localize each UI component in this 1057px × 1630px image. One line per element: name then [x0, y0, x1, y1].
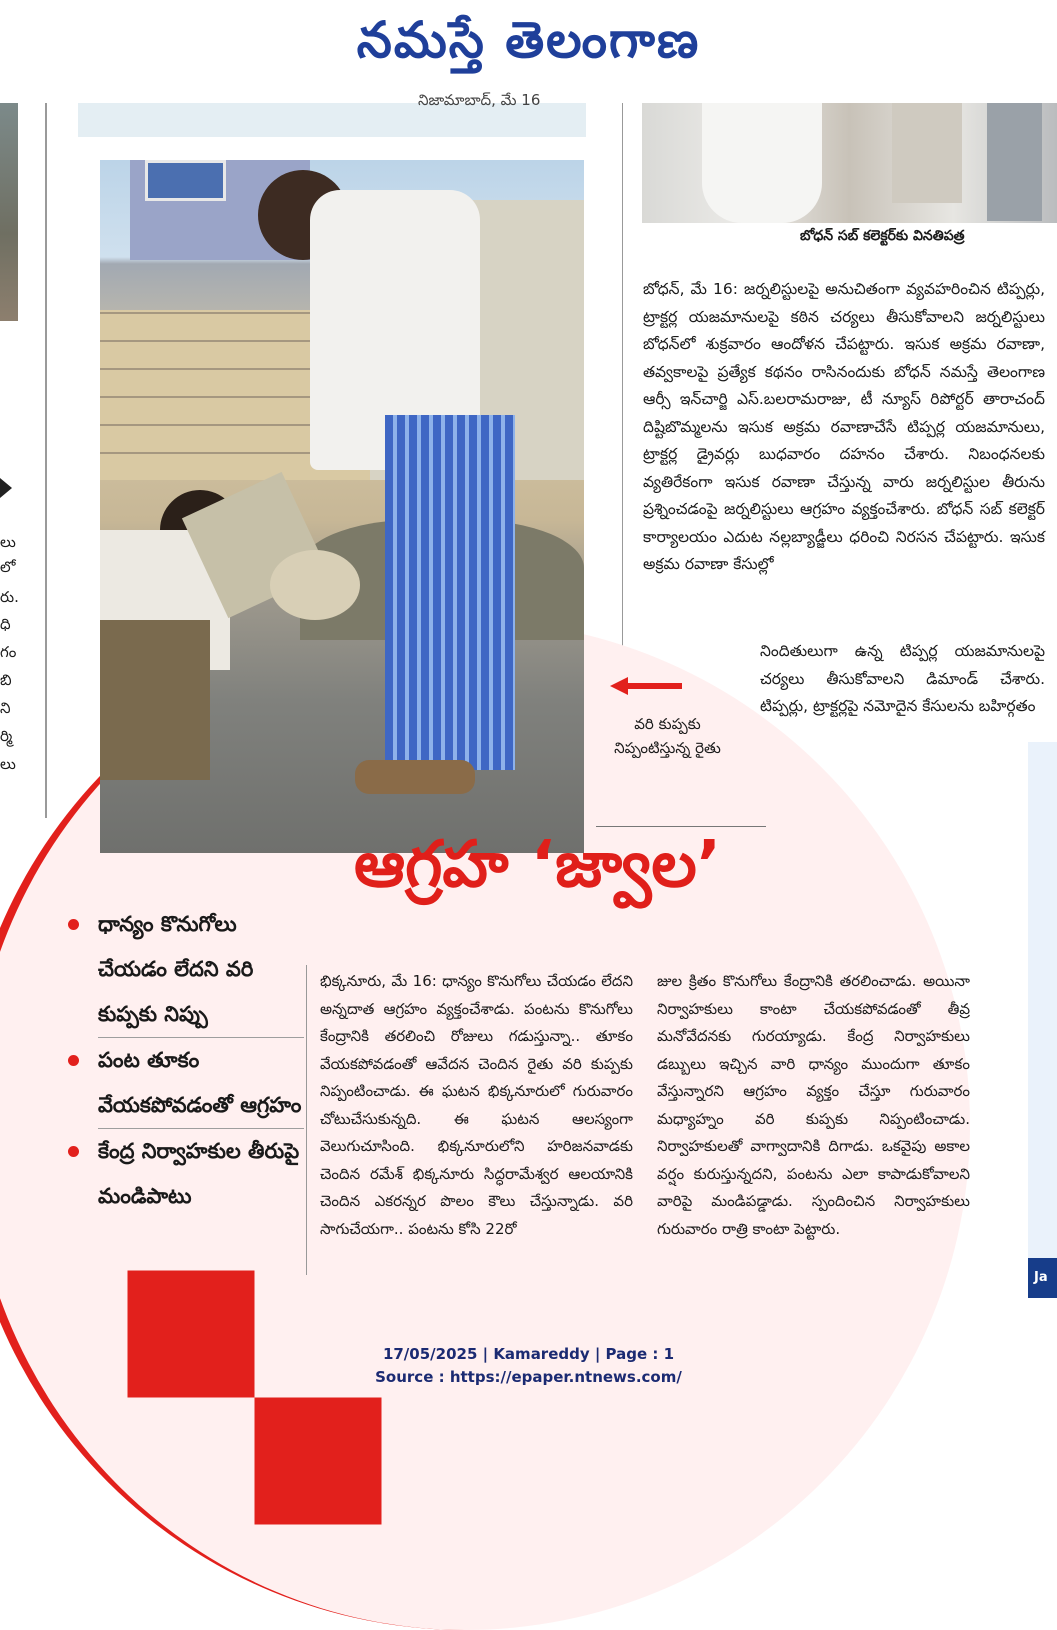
top-strip: [78, 91, 586, 137]
left-text-fragment: గం: [0, 643, 17, 661]
bullet-dot-icon: [68, 919, 79, 930]
page-footer: [0, 1343, 1057, 1389]
story-column-1: భిక్కనూరు, మే 16: ధాన్యం కొనుగోలు చేయడం లేదని అన్నదాత ఆగ్రహం వ్యక్తంచేశాడు. పంటను కొనుగోలు కేంద్రానికి తరలించి రోజులు గడుస్తున్నా.. తూకం వేయకపోవడంతో ఆవేదన చెందిన రైతు వరి కుప్పకు నిప్పంటించాడు. ఈ ఘటన భిక్కనూరులో గురువారం చోటుచేసుకున్నది. ఈ ఘటన ఆలస్యంగా వెలుగుచూసింది. భిక్కనూరులోని హరిజనవాడకు చెందిన రమేశ్ భిక్కనూరు సిద్ధరామేశ్వర ఆలయానికి చెందిన ఎకరన్నర పొలం కౌలు చేస్తున్నాడు. వరి సాగుచేయగా.. పంటను కోసి 22రో: [320, 972, 633, 1238]
left-text-fragment: లు: [0, 755, 16, 773]
right-story-body: బోధన్, మే 16: జర్నలిస్టులపై అనుచితంగా వ్యవహరించిన టిప్పర్లు, ట్రాక్టర్ల యజమానులపై కఠిన చర్యలు తీసుకోవాలని జర్నలిస్టులు బోధన్‌లో శుక్రవారం ఆందోళన చేపట్టారు. ఇసుక అక్రమ రవాణా, తవ్వకాలపై ప్రత్యేక కథనం రాసినందుకు బోధన్ నమస్తే తెలంగాణ ఆర్సీ ఇన్‌చార్జి ఎస్.బలరామరాజు, టీ న్యూస్ రిపోర్టర్ తారాచంద్ దిష్టిబొమ్మలను ఇసుక అక్రమ రవాణాచేసే టిప్పర్ల యజమానులు, ట్రాక్టర్ల డ్రైవర్లు బుధవారం దహనం చేశారు. నిబంధనలకు వ్యతిరేకంగా ఇసుక రవాణా చేస్తున్న వారు జర్నలిస్టుల తీరును ప్రశ్నించడంపై జర్నలిస్టులు ఆగ్రహం వ్యక్తంచేశారు. బోధన్ సబ్ కలెక్టర్ కార్యాలయం ఎదుట నల్లబ్యాడ్జీలు ధరించి నిరసన చేపట్టారు. ఇసుక అక్రమ రవాణా కేసుల్లో: [643, 280, 1045, 573]
footer-source: Source : https://epaper.ntnews.com/: [375, 1368, 682, 1386]
left-text-fragment: బి: [0, 671, 12, 689]
bullet-item: [64, 902, 304, 1038]
footer-date-edition: 17/05/2025 | Kamareddy | Page : 1: [382, 1345, 675, 1363]
left-partial-photo: [0, 103, 18, 321]
left-text-fragment: ర్మి: [0, 727, 13, 745]
highlight-bullets: [64, 902, 304, 1219]
top-right-photo: [642, 103, 1057, 223]
left-text-fragment: ని: [0, 699, 11, 717]
left-text-fragment: లో: [0, 558, 16, 576]
caption-arrow-icon: [610, 676, 682, 696]
top-right-photo-caption: బోధన్ సబ్ కలెక్టర్‌కు వినతిపత్ర: [800, 228, 965, 244]
bullet-text: పంట తూకం వేయకపోవడంతో ఆగ్రహం: [98, 1038, 304, 1129]
right-story-tail: నిందితులుగా ఉన్న టిప్పర్ల యజమానులపై చర్యలు తీసుకోవాలని డిమాండ్ చేశారు. టిప్పర్లు, ట్రాక్టర్లపై నమోదైన కేసులను బహిర్గతం: [760, 642, 1045, 715]
bullet-item: [64, 1129, 304, 1219]
main-photo-farmer-burning-paddy: [100, 160, 584, 853]
headline: ఆగ్రహ ‘జ్వాల’: [354, 828, 722, 902]
left-arrow-fragment: [0, 478, 12, 498]
bullet-dot-icon: [68, 1146, 79, 1157]
bullet-dot-icon: [68, 1055, 79, 1066]
bullet-text: ధాన్యం కొనుగోలు చేయడం లేదని వరి కుప్పకు నిప్పు: [98, 902, 304, 1038]
top-strip-text: నిజామాబాద్, మే 16: [418, 91, 541, 109]
bullet-item: [64, 1038, 304, 1129]
left-text-fragment: రు.: [0, 588, 19, 606]
left-text-fragment: ధి: [0, 615, 11, 633]
story-column-rule: [306, 965, 307, 1275]
photo-caption: వరి కుప్పకు నిప్పంటిస్తున్న రైతు: [614, 715, 721, 757]
right-ad-footer: Ja: [1028, 1258, 1057, 1298]
newspaper-title: నమస్తే తెలంగాణ: [356, 10, 701, 69]
left-column-rule: [45, 103, 47, 818]
headline-rule: [596, 826, 766, 827]
right-ad-fragment: [1028, 742, 1057, 1298]
bullet-text: కేంద్ర నిర్వాహకుల తీరుపై మండిపాటు: [98, 1139, 300, 1208]
left-text-fragment: లు: [0, 533, 16, 551]
masthead: [0, 0, 1057, 80]
story-column-2: జుల క్రితం కొనుగోలు కేంద్రానికి తరలించాడు. అయినా నిర్వాహకులు కాంటా చేయకపోవడంతో తీవ్ర మనోవేదనకు గురయ్యాడు. కేంద్ర నిర్వాహకులు డబ్బులు ఇచ్చిన వారి ధాన్యం ముందుగా తూకం వేస్తున్నారని ఆగ్రహం వ్యక్తం చేస్తూ గురువారం మధ్యాహ్నం వరి కుప్పకు నిప్పంటించాడు. నిర్వాహకులతో వాగ్వాదానికి దిగాడు. ఒకవైపు అకాల వర్షం కురుస్తున్నదని, పంటను ఎలా కాపాడుకోవాలని వారిపై మండిపడ్డాడు. స్పందించిన నిర్వాహకులు గురువారం రాత్రి కాంటా పెట్టారు.: [657, 972, 970, 1238]
